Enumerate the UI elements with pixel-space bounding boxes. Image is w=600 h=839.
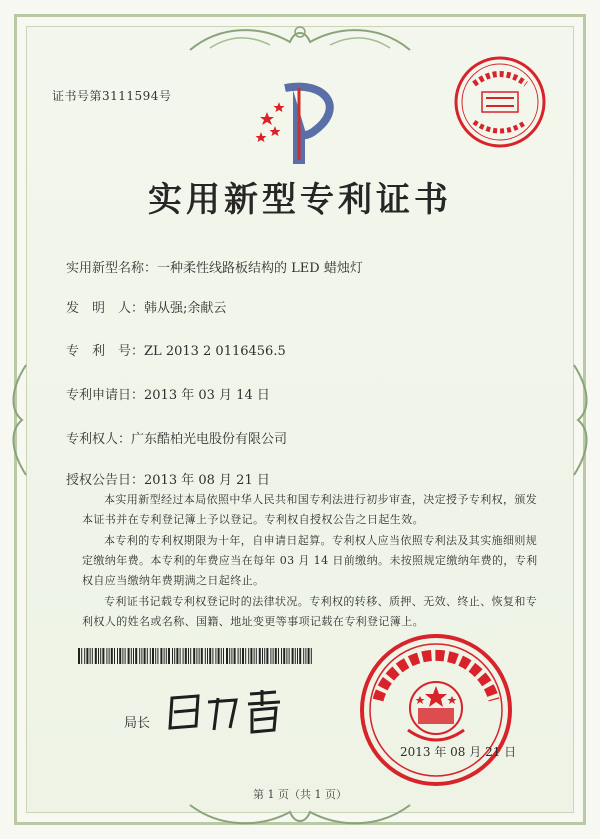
paragraph-registration: 专利证书记载专利权登记时的法律状况。专利权的转移、质押、无效、终止、恢复和专利权人的姓名或名称、国籍、地址变更等事项记载在专利登记簿上。: [82, 595, 538, 628]
left-ornament-icon: [8, 360, 32, 480]
field-label: 实用新型名称：: [66, 261, 158, 276]
agency-stamp-icon: [452, 54, 548, 150]
national-emblem-seal-icon: [356, 630, 516, 790]
paragraph-grant: 本实用新型经过本局依照中华人民共和国专利法进行初步审查，决定授予专利权，颁发本证书并在专利登记簿上予以登记。专利权自授权公告之日起生效。: [82, 493, 538, 526]
field-value: ZL 2013 2 0116456.5: [144, 344, 286, 359]
field-filing-date: [66, 384, 270, 403]
top-ornament-icon: [180, 20, 420, 58]
field-value: 广东酷柏光电股份有限公司: [131, 432, 288, 447]
stamp-date: 2013 年 08 月 21 日: [400, 745, 517, 759]
field-patentee: [66, 428, 287, 447]
director-signature-icon: [158, 684, 298, 738]
field-patent-number: [66, 340, 286, 359]
field-utility-model-name: [66, 257, 363, 276]
field-value: 韩从强;余献云: [144, 301, 227, 316]
certificate-number: 证书号第3111594号: [52, 89, 172, 103]
bottom-ornament-icon: [180, 800, 420, 830]
field-label: 专利申请日：: [66, 388, 145, 403]
page-number: 第 1 页（共 1 页）: [253, 788, 347, 801]
field-label: 授权公告日：: [66, 473, 145, 488]
field-label: 专 利 号：: [66, 344, 145, 359]
field-label: 发 明 人：: [66, 301, 145, 316]
barcode-icon: [78, 648, 314, 664]
field-inventor: [66, 297, 226, 316]
field-value: 2013 年 03 月 14 日: [144, 388, 270, 403]
right-ornament-icon: [568, 360, 592, 480]
field-label: 专利权人：: [66, 432, 132, 447]
certificate-title: 实用新型专利证书: [148, 180, 452, 220]
field-value: 一种柔性线路板结构的 LED 蜡烛灯: [157, 261, 363, 276]
field-value: 2013 年 08 月 21 日: [144, 473, 270, 488]
director-label: 局长: [124, 716, 151, 731]
paragraph-term: 本专利的专利权期限为十年，自申请日起算。专利权人应当依照专利法及其实施细则规定缴纳年费。本专利的年费应当在每年 03 月 14 日前缴纳。未按照规定缴纳年费的，专利权自应当缴纳年费期满之日起终止。: [82, 534, 538, 587]
field-grant-date: [66, 469, 270, 488]
sipo-logo-icon: [255, 60, 345, 170]
